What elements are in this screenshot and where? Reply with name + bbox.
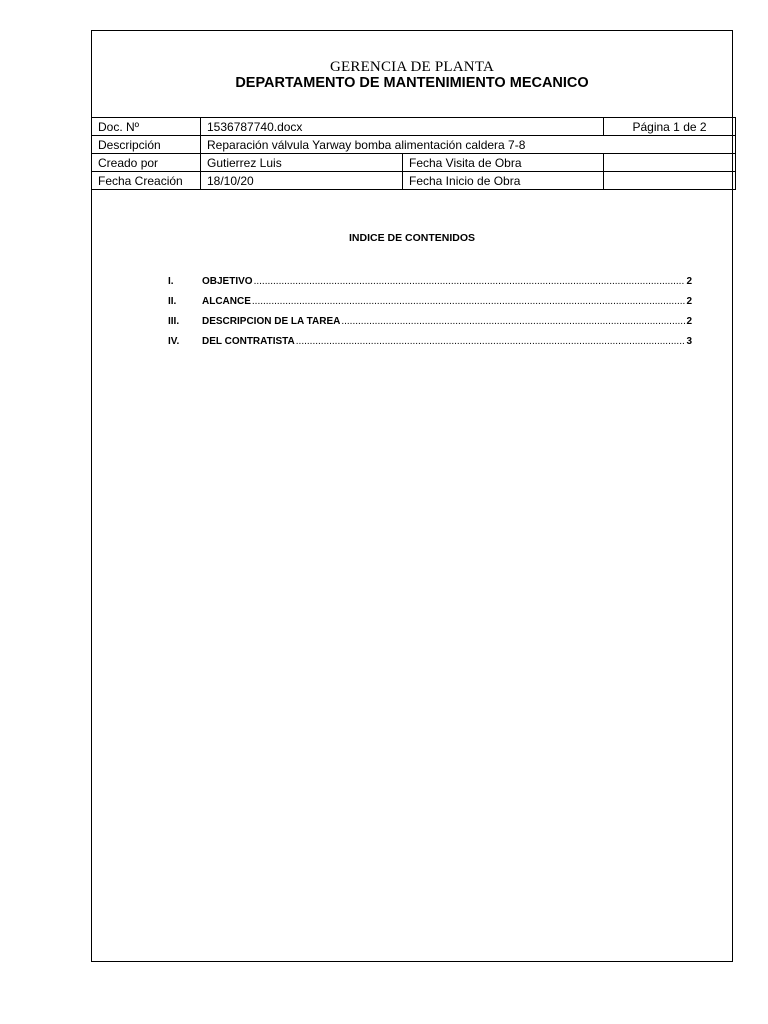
toc-entry-number: II. (168, 296, 177, 307)
toc-entry-title: ALCANCE (202, 296, 251, 307)
document-page (91, 30, 733, 962)
document-header (92, 31, 732, 117)
toc-entry-title: DEL CONTRATISTA (202, 336, 295, 347)
start-date-label: Fecha Inicio de Obra (403, 172, 604, 190)
toc-entry[interactable] (168, 276, 692, 296)
toc-entry-title: OBJETIVO (202, 276, 253, 287)
toc-heading: INDICE DE CONTENIDOS (348, 232, 475, 244)
created-by-row (92, 154, 736, 172)
creation-date-value: 18/10/20 (201, 172, 403, 190)
toc-entry-page: 2 (686, 296, 692, 307)
toc-entry-title: DESCRIPCION DE LA TAREA (202, 316, 341, 327)
toc-entry-number: I. (168, 276, 174, 287)
department-title: DEPARTAMENTO DE MANTENIMIENTO MECANICO (235, 75, 589, 91)
description-label: Descripción (92, 136, 201, 154)
organization-title: GERENCIA DE PLANTA (329, 59, 495, 75)
document-info-table (91, 117, 736, 190)
visit-date-value (604, 154, 736, 172)
doc-number-row (92, 118, 736, 136)
doc-number-label: Doc. Nº (92, 118, 201, 136)
toc-entry-page: 2 (686, 276, 692, 287)
toc-entry-number: IV. (168, 336, 180, 347)
toc-leader-dots (252, 296, 686, 307)
description-value: Reparación válvula Yarway bomba alimentación caldera 7-8 (201, 136, 736, 154)
toc-entry[interactable] (168, 296, 692, 316)
toc-leader-dots (341, 316, 685, 327)
visit-date-label: Fecha Visita de Obra (403, 154, 604, 172)
description-row (92, 136, 736, 154)
toc-leader-dots (296, 336, 686, 347)
creation-date-label: Fecha Creación (92, 172, 201, 190)
toc-entry-number: III. (168, 316, 180, 327)
doc-number-value: 1536787740.docx (201, 118, 604, 136)
toc-entry-page: 3 (686, 336, 692, 347)
toc-entry[interactable] (168, 336, 692, 356)
start-date-value (604, 172, 736, 190)
created-by-value: Gutierrez Luis (201, 154, 403, 172)
toc-entry[interactable] (168, 316, 692, 336)
toc-leader-dots (254, 276, 686, 287)
created-by-label: Creado por (92, 154, 201, 172)
table-of-contents (168, 276, 692, 356)
page-indicator: Página 1 de 2 (604, 118, 736, 136)
creation-date-row (92, 172, 736, 190)
toc-entry-page: 2 (686, 316, 692, 327)
